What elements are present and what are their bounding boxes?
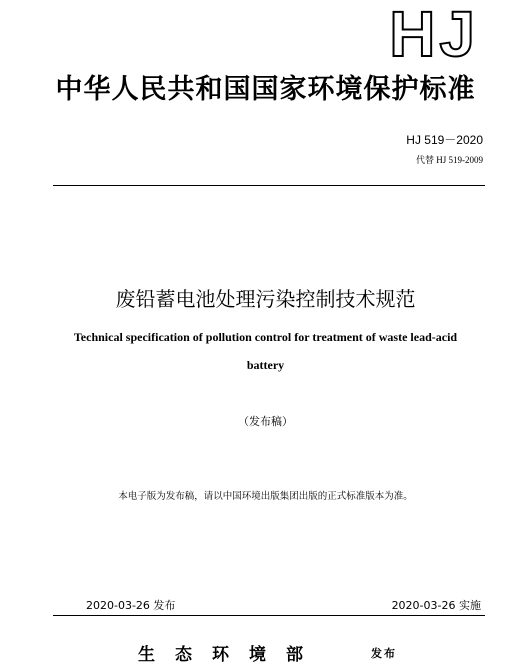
issuer-suffix: 发布 [371, 647, 397, 660]
hj-logo: HJ [389, 0, 479, 70]
issuer-name: 生态环境部 [138, 645, 323, 665]
effective-date: 2020-03-26 实施 [391, 599, 481, 612]
draft-label: （发布稿） [238, 415, 293, 428]
document-title-english-line2: battery [246, 358, 285, 372]
replaces-note: 代替 HJ 519-2009 [416, 155, 483, 165]
document-title-chinese: 废铅蓄电池处理污染控制技术规范 [115, 287, 416, 311]
edition-notice: 本电子版为发布稿，请以中国环境出版集团出版的正式标准版本为准。 [118, 491, 413, 502]
document-title-english-line1: Technical specification of pollution control for treatment of waste lead-acid [73, 330, 458, 344]
standard-number: HJ 519－2020 [406, 133, 483, 147]
header-divider [53, 185, 485, 186]
footer-divider [53, 615, 485, 616]
national-standard-title: 中华人民共和国国家环境保护标准 [55, 74, 476, 105]
issue-date: 2020-03-26 发布 [86, 599, 176, 612]
